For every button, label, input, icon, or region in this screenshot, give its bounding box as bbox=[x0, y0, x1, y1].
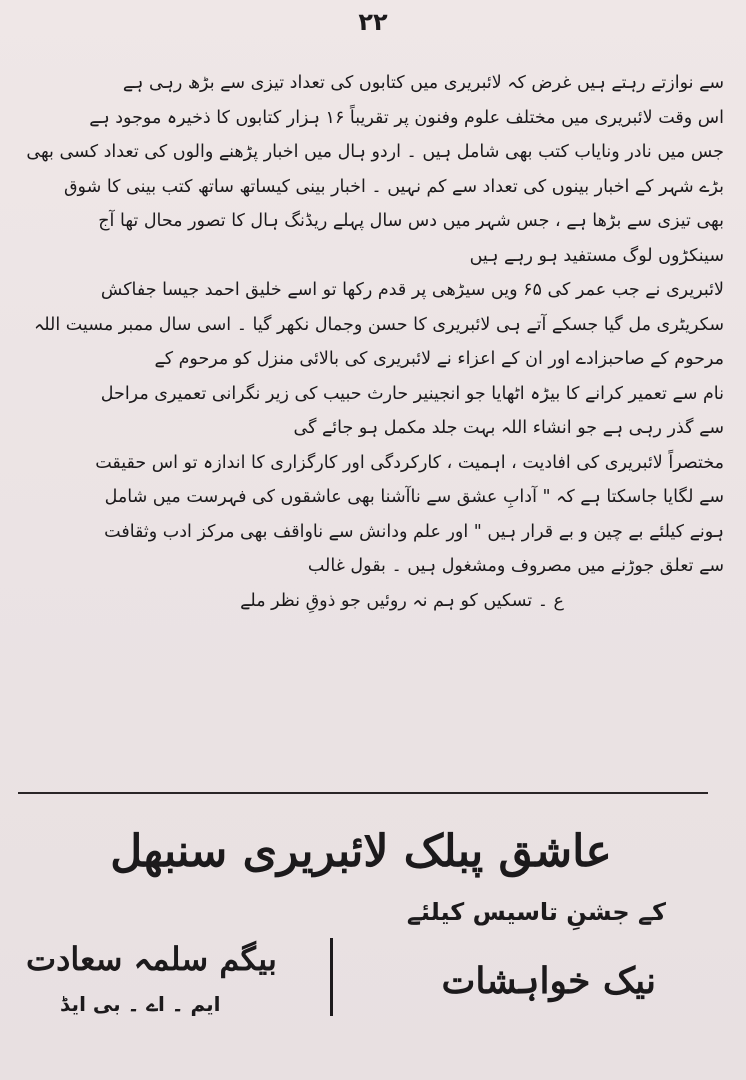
page-number: ۲۲ bbox=[358, 8, 388, 36]
text-line: نام سے تعمیر کرانے کا بیڑہ اٹھایا جو انجینیر حارث حبیب کی زیر نگرانی تعمیری مراحل bbox=[100, 383, 724, 404]
text-line: سینکڑوں لوگ مستفید ہو رہے ہیں bbox=[469, 245, 724, 266]
text-line: سکریٹری مل گیا جسکے آتے ہی لائبریری کا حسن وجمال نکھر گیا ۔ اسی سال ممبر مسیت اللہ bbox=[33, 314, 724, 335]
paragraph-2 bbox=[8, 273, 724, 446]
text-line: سے گذر رہی ہے جو انشاء اللہ بہت جلد مکمل ہو جائے گی bbox=[293, 418, 724, 438]
text-line: ہونے کیلئے بے چین و بے قرار ہیں " اور علم ودانش سے ناواقف بھی مرکز ادب وثقافت bbox=[104, 521, 724, 542]
ad-title: عاشق پبلک لائبریری سنبھل bbox=[110, 826, 612, 877]
text-line: مرحوم کے صاحبزادے اور ان کے اعزاء نے لائبریری کی بالائی منزل کو مرحوم کے bbox=[154, 349, 724, 369]
text-line: سے نوازتے رہتے ہیں غرض کہ لائبریری میں کتابوں کی تعداد تیزی سے بڑھ رہی ہے bbox=[122, 73, 724, 93]
text-line: اس وقت لائبریری میں مختلف علوم وفنون پر تقریباً ۱۶ ہزار کتابوں کا ذخیرہ موجود ہے bbox=[89, 107, 724, 128]
article-body bbox=[8, 66, 724, 618]
ghalib-verse: ع ۔ تسکیں کو ہم نہ روئیں جو ذوقِ نظر ملے bbox=[240, 590, 564, 611]
paragraph-1 bbox=[8, 66, 724, 273]
ad-wishes: نیک خواہشات bbox=[441, 960, 656, 1002]
section-divider bbox=[18, 792, 708, 794]
text-line: سے تعلق جوڑنے میں مصروف ومشغول ہیں ۔ بقول غالب bbox=[307, 556, 724, 576]
text-line: بڑے شہر کے اخبار بینوں کی تعداد سے کم نہیں ۔ اخبار بینی کیساتھ ساتھ کتب بینی کا شوق bbox=[63, 176, 724, 197]
text-line: لائبریری نے جب عمر کی ۶۵ ویں سیڑھی پر قدم رکھا تو اسے خلیق احمد جیسا جفاکش bbox=[100, 280, 724, 300]
text-line: جس میں نادر ونایاب کتب بھی شامل ہیں ۔ اردو ہال میں اخبار پڑھنے والوں کی تعداد کسی بھی bbox=[26, 142, 724, 162]
text-line: مختصراً لائبریری کی افادیت ، اہمیت ، کارکردگی اور کارگزاری کا اندازہ تو اس حقیقت bbox=[95, 452, 724, 473]
ad-subtitle: کے جشنِ تاسیس کیلئے bbox=[406, 898, 666, 926]
paragraph-3 bbox=[8, 446, 724, 619]
ad-sender-degree: ایم ۔ اے ۔ بی ایڈ bbox=[60, 992, 221, 1016]
ad-sender-name: بیگم سلمہ سعادت bbox=[26, 940, 277, 978]
text-line: بھی تیزی سے بڑھا ہے ، جس شہر میں دس سال پہلے ریڈنگ ہال کا تصور محال تھا آج bbox=[98, 211, 724, 231]
congratulation-ad bbox=[0, 800, 746, 1080]
ad-vertical-divider bbox=[330, 938, 333, 1016]
text-line: سے لگایا جاسکتا ہے کہ " آدابِ عشق سے ناآشنا بھی عاشقوں کی فہرست میں شامل bbox=[104, 487, 724, 507]
